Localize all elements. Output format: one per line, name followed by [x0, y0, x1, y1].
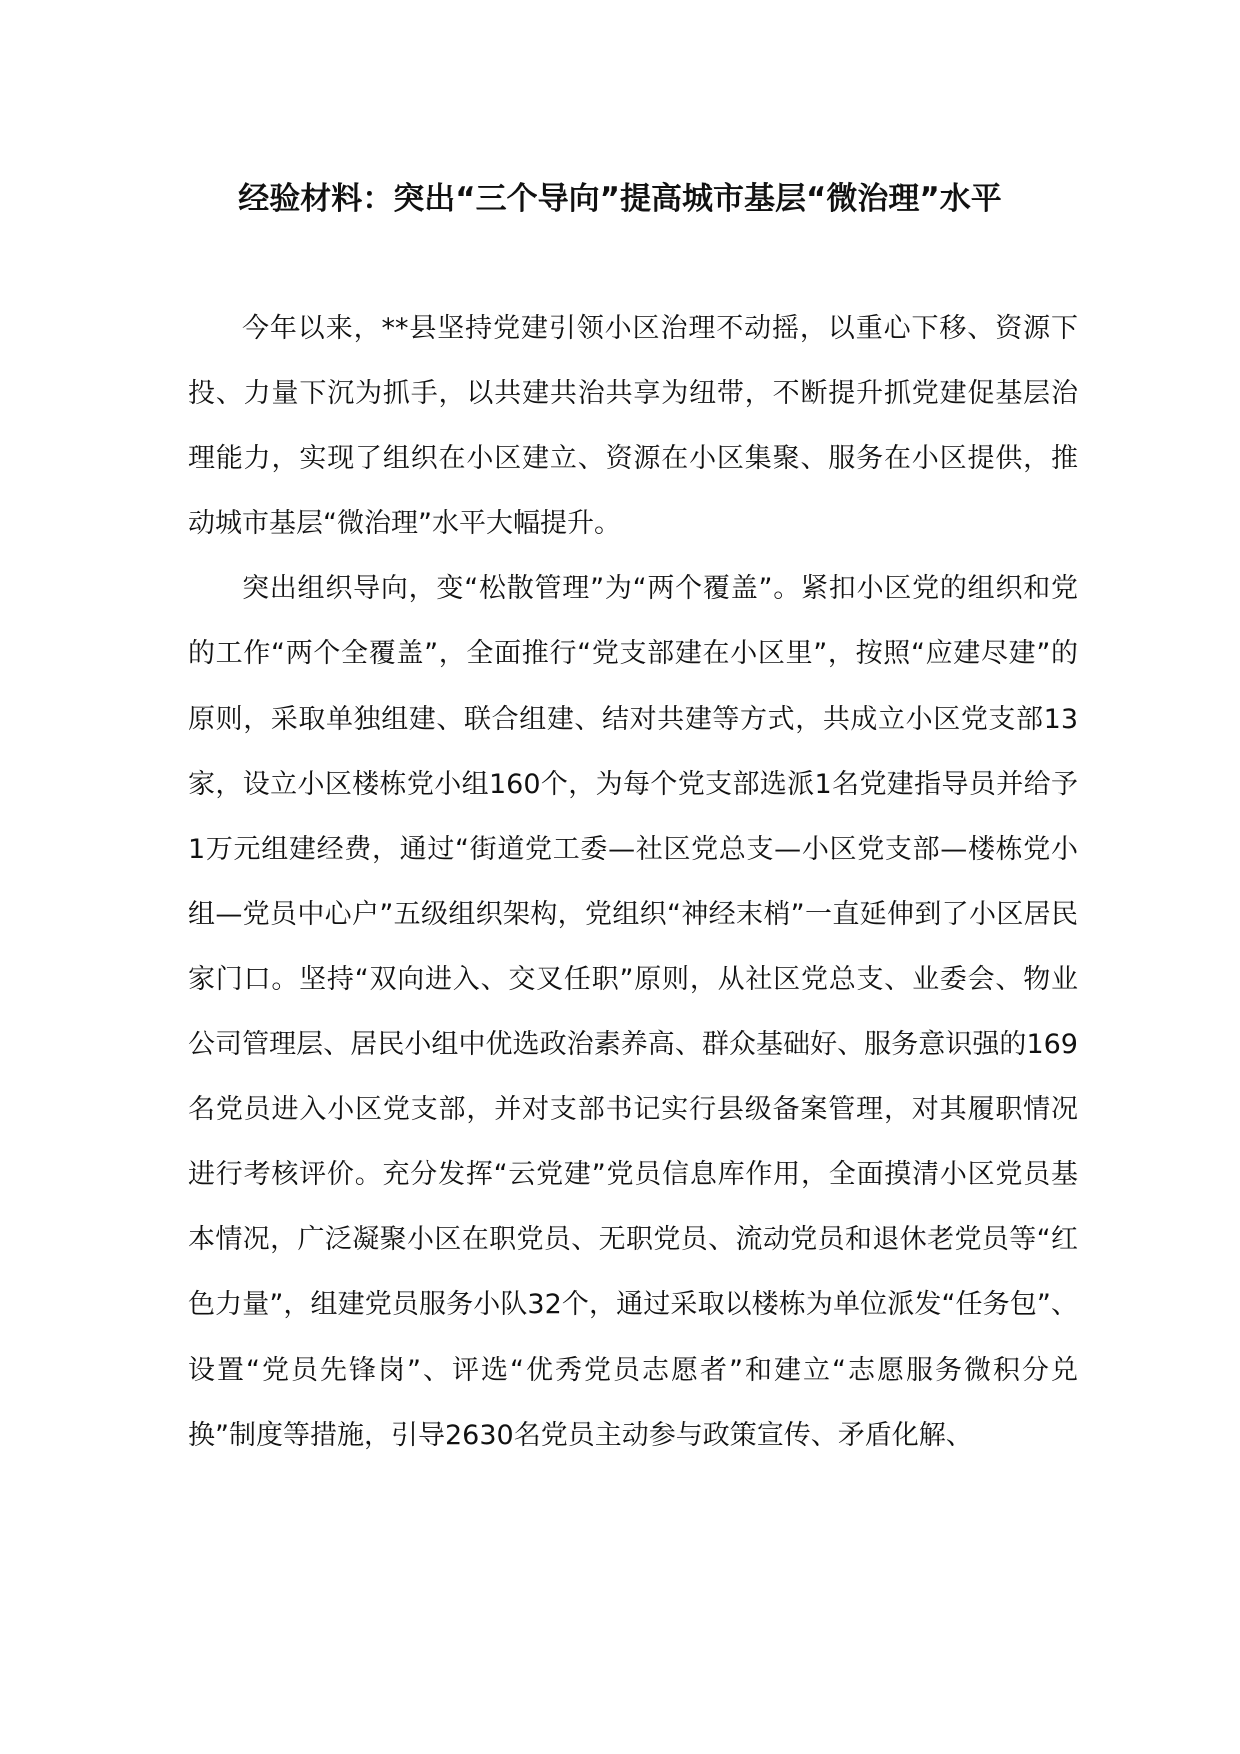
document-body [188, 296, 1078, 1468]
document-title: 经验材料：突出“三个导向”提高城市基层“微治理”水平 [238, 181, 1002, 217]
paragraph-organization-orientation: 突出组织导向，变“松散管理”为“两个覆盖”。紧扣小区党的组织和党的工作“两个全覆盖”，全面推行“党支部建在小区里”，按照“应建尽建”的原则，采取单独组建、联合组建、结对共建等方式，共成立小区党支部13家，设立小区楼栋党小组160个，为每个党支部选派1名党建指导员并给予1万元组建经费，通过“街道党工委—社区党总支—小区党支部—楼栋党小组—党员中心户”五级组织架构，党组织“神经末梢”一直延伸到了小区居民家门口。坚持“双向进入、交叉任职”原则，从社区党总支、业委会、物业公司管理层、居民小组中优选政治素养高、群众基础好、服务意识强的169名党员进入小区党支部，并对支部书记实行县级备案管理，对其履职情况进行考核评价。充分发挥“云党建”党员信息库作用，全面摸清小区党员基本情况，广泛凝聚小区在职党员、无职党员、流动党员和退休老党员等“红色力量”，组建党员服务小队32个，通过采取以楼栋为单位派发“任务包”、设置“党员先锋岗”、评选“优秀党员志愿者”和建立“志愿服务微积分兑换”制度等措施，引导2630名党员主动参与政策宣传、矛盾化解、 [188, 573, 1078, 1451]
paragraph-intro: 今年以来，**县坚持党建引领小区治理不动摇，以重心下移、资源下投、力量下沉为抓手，以共建共治共享为纽带，不断提升抓党建促基层治理能力，实现了组织在小区建立、资源在小区集聚、服务在小区提供，推动城市基层“微治理”水平大幅提升。 [188, 313, 1078, 540]
